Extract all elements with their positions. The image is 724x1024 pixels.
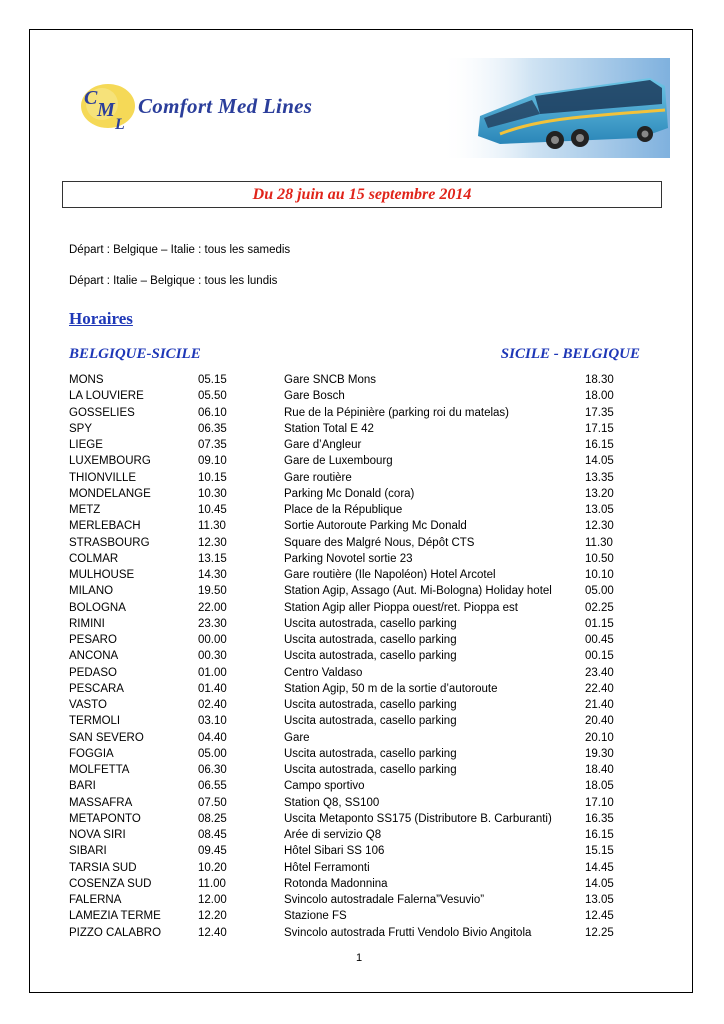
stop-cell: Gare — [284, 731, 310, 744]
city-cell: TARSIA SUD — [69, 861, 137, 874]
departure-time-cell: 06.10 — [198, 406, 227, 419]
city-cell: COLMAR — [69, 552, 119, 565]
stop-cell: Station Total E 42 — [284, 422, 374, 435]
return-time-cell: 00.15 — [585, 650, 614, 663]
city-cell: PESARO — [69, 634, 117, 646]
return-time-cell: 14.05 — [585, 877, 614, 890]
city-cell: PIZZO CALABRO — [69, 926, 162, 939]
table-row — [69, 811, 629, 827]
return-time-cell: 16.15 — [585, 829, 614, 841]
stop-cell: Rotonda Madonnina — [284, 877, 388, 890]
city-cell: LUXEMBOURG — [69, 455, 151, 468]
table-row — [69, 876, 629, 892]
return-time-cell: 11.30 — [585, 536, 613, 549]
table-row — [69, 860, 629, 876]
return-time-cell: 14.05 — [585, 455, 614, 468]
bus-image — [440, 58, 670, 158]
return-time-cell: 12.25 — [585, 926, 614, 939]
return-time-cell: 13.20 — [585, 487, 614, 500]
return-time-cell: 13.05 — [585, 504, 614, 516]
stop-cell: Station Agip, Assago (Aut. Mi-Bologna) Holiday hotel — [284, 585, 552, 598]
departure-time-cell: 09.10 — [198, 455, 227, 468]
stop-cell: Stazione FS — [284, 910, 347, 923]
table-row — [69, 388, 629, 404]
table-row — [69, 713, 629, 729]
city-cell: LA LOUVIERE — [69, 390, 144, 403]
stop-cell: Place de la République — [284, 504, 403, 516]
stop-cell: Campo sportivo — [284, 780, 365, 793]
return-time-cell: 18.40 — [585, 764, 614, 776]
table-row — [69, 827, 629, 843]
departure-time-cell: 05.00 — [198, 747, 227, 760]
departure-time-cell: 10.15 — [198, 471, 227, 484]
stop-cell: Station Agip, 50 m de la sortie d’autoroute — [284, 682, 498, 695]
return-time-cell: 23.40 — [585, 666, 614, 679]
departure-time-cell: 01.40 — [198, 682, 227, 695]
table-row — [69, 908, 629, 924]
return-time-cell: 18.05 — [585, 780, 614, 793]
return-time-cell: 13.35 — [585, 471, 614, 484]
stop-cell: Hôtel Sibari SS 106 — [284, 845, 385, 858]
departure-time-cell: 12.40 — [198, 926, 227, 939]
table-row — [69, 648, 629, 664]
return-time-cell: 01.15 — [585, 617, 614, 630]
departure-info-1: Départ : Belgique – Italie : tous les samedis — [69, 244, 291, 256]
city-cell: METZ — [69, 504, 101, 516]
departure-time-cell: 12.30 — [198, 536, 227, 549]
stop-cell: Parking Mc Donald (cora) — [284, 487, 415, 500]
city-cell: TERMOLI — [69, 715, 121, 728]
city-cell: GOSSELIES — [69, 406, 135, 419]
table-row — [69, 567, 629, 583]
stop-cell: Gare SNCB Mons — [284, 374, 377, 386]
departure-time-cell: 05.50 — [198, 390, 227, 403]
city-cell: MILANO — [69, 585, 114, 598]
return-time-cell: 22.40 — [585, 682, 614, 695]
city-cell: MONS — [69, 374, 104, 386]
table-row — [69, 762, 629, 778]
stop-cell: Uscita autostrada, casello parking — [284, 634, 457, 646]
city-cell: METAPONTO — [69, 812, 141, 825]
city-cell: PESCARA — [69, 682, 124, 695]
svg-text:C: C — [84, 87, 98, 109]
stop-cell: Arée di servizio Q8 — [284, 829, 382, 841]
table-row — [69, 421, 629, 437]
schedule-table — [69, 372, 629, 941]
return-time-cell: 16.35 — [585, 812, 614, 825]
table-row — [69, 892, 629, 908]
stop-cell: Station Q8, SS100 — [284, 796, 380, 809]
stop-cell: Uscita Metaponto SS175 (Distributore B. Carburanti) — [284, 812, 552, 825]
return-time-cell: 12.45 — [585, 910, 614, 923]
stop-cell: Gare Bosch — [284, 390, 345, 403]
departure-time-cell: 22.00 — [198, 601, 227, 614]
city-cell: STRASBOURG — [69, 536, 150, 549]
table-row — [69, 746, 629, 762]
city-cell: LIEGE — [69, 439, 103, 451]
departure-time-cell: 05.15 — [198, 374, 227, 386]
stop-cell: Gare de Luxembourg — [284, 455, 393, 468]
return-time-cell: 14.45 — [585, 861, 614, 874]
return-time-cell: 15.15 — [585, 845, 614, 858]
table-row — [69, 437, 629, 453]
departure-time-cell: 09.45 — [198, 845, 227, 858]
return-time-cell: 20.40 — [585, 715, 614, 728]
table-row — [69, 795, 629, 811]
departure-time-cell: 02.40 — [198, 699, 227, 711]
departure-time-cell: 14.30 — [198, 569, 227, 581]
table-row — [69, 518, 629, 534]
departure-time-cell: 23.30 — [198, 617, 227, 630]
stop-cell: Centro Valdaso — [284, 666, 363, 679]
city-cell: MERLEBACH — [69, 520, 141, 533]
city-cell: FOGGIA — [69, 747, 114, 760]
city-cell: BOLOGNA — [69, 601, 126, 614]
stop-cell: Uscita autostrada, casello parking — [284, 617, 457, 630]
departure-time-cell: 03.10 — [198, 715, 227, 728]
table-row — [69, 925, 629, 941]
return-time-cell: 05.00 — [585, 585, 614, 598]
return-time-cell: 10.50 — [585, 552, 614, 565]
brand-name: Comfort Med Lines — [138, 94, 313, 118]
table-row — [69, 535, 629, 551]
table-row — [69, 405, 629, 421]
date-range-title: Du 28 juin au 15 septembre 2014 — [252, 186, 472, 203]
return-time-cell: 02.25 — [585, 601, 614, 614]
stop-cell: Svincolo autostrada Frutti Vendolo Bivio Angitola — [284, 926, 532, 939]
table-row — [69, 372, 629, 388]
city-cell: THIONVILLE — [69, 471, 137, 484]
city-cell: PEDASO — [69, 666, 117, 679]
table-row — [69, 583, 629, 599]
stop-cell: Parking Novotel sortie 23 — [284, 552, 413, 565]
return-time-cell: 12.30 — [585, 520, 614, 533]
city-cell: BARI — [69, 780, 96, 793]
stop-cell: Gare routière (Ile Napoléon) Hotel Arcotel — [284, 569, 496, 581]
city-cell: MASSAFRA — [69, 796, 133, 809]
return-time-cell: 18.00 — [585, 390, 614, 403]
departure-time-cell: 06.30 — [198, 764, 227, 776]
stop-cell: Uscita autostrada, casello parking — [284, 747, 457, 760]
return-time-cell: 16.15 — [585, 439, 614, 451]
city-cell: ANCONA — [69, 650, 119, 663]
table-row — [69, 665, 629, 681]
stop-cell: Uscita autostrada, casello parking — [284, 715, 457, 728]
table-row — [69, 697, 629, 713]
table-row — [69, 843, 629, 859]
stop-cell: Svincolo autostradale Falerna”Vesuvio” — [284, 894, 485, 906]
direction-left: BELGIQUE-SICILE — [69, 346, 201, 362]
city-cell: FALERNA — [69, 894, 122, 906]
return-time-cell: 17.15 — [585, 422, 614, 435]
table-row — [69, 778, 629, 794]
departure-time-cell: 07.50 — [198, 796, 227, 809]
svg-text:L: L — [115, 116, 125, 132]
city-cell: NOVA SIRI — [69, 829, 126, 841]
return-time-cell: 10.10 — [585, 569, 614, 581]
stop-cell: Uscita autostrada, casello parking — [284, 699, 457, 711]
stop-cell: Rue de la Pépinière (parking roi du matelas) — [284, 406, 510, 419]
departure-time-cell: 00.00 — [198, 634, 227, 646]
return-time-cell: 19.30 — [585, 747, 614, 760]
stop-cell: Station Agip aller Pioppa ouest/ret. Pioppa est — [284, 601, 518, 614]
return-time-cell: 18.30 — [585, 374, 614, 386]
city-cell: MONDELANGE — [69, 487, 151, 500]
departure-time-cell: 12.20 — [198, 910, 227, 923]
page-number: 1 — [356, 952, 363, 964]
city-cell: LAMEZIA TERME — [69, 910, 161, 923]
city-cell: SPY — [69, 422, 93, 435]
stop-cell: Gare d’Angleur — [284, 439, 362, 451]
table-row — [69, 681, 629, 697]
direction-right: SICILE - BELGIQUE — [500, 346, 640, 362]
stop-cell: Uscita autostrada, casello parking — [284, 650, 457, 663]
return-time-cell: 17.10 — [585, 796, 614, 809]
departure-time-cell: 10.30 — [198, 487, 227, 500]
departure-time-cell: 10.45 — [198, 504, 227, 516]
stop-cell: Hôtel Ferramonti — [284, 861, 370, 874]
city-cell: SAN SEVERO — [69, 731, 144, 744]
table-row — [69, 551, 629, 567]
departure-time-cell: 04.40 — [198, 731, 227, 744]
departure-time-cell: 11.30 — [198, 520, 226, 533]
departure-time-cell: 00.30 — [198, 650, 227, 663]
cml-logo — [80, 80, 140, 132]
table-row — [69, 616, 629, 632]
departure-time-cell: 12.00 — [198, 894, 227, 906]
city-cell: RIMINI — [69, 617, 105, 630]
table-row — [69, 730, 629, 746]
table-row — [69, 600, 629, 616]
stop-cell: Gare routière — [284, 471, 352, 484]
departure-time-cell: 19.50 — [198, 585, 227, 598]
departure-info-2: Départ : Italie – Belgique : tous les lundis — [69, 275, 278, 287]
city-cell: COSENZA SUD — [69, 877, 152, 890]
table-row — [69, 453, 629, 469]
departure-time-cell: 07.35 — [198, 439, 227, 451]
return-time-cell: 00.45 — [585, 634, 614, 646]
return-time-cell: 17.35 — [585, 406, 614, 419]
city-cell: SIBARI — [69, 845, 107, 858]
departure-time-cell: 06.55 — [198, 780, 227, 793]
table-row — [69, 486, 629, 502]
return-time-cell: 21.40 — [585, 699, 614, 711]
section-title: Horaires — [69, 309, 133, 328]
departure-time-cell: 01.00 — [198, 666, 227, 679]
return-time-cell: 20.10 — [585, 731, 614, 744]
city-cell: VASTO — [69, 699, 107, 711]
svg-text:M: M — [97, 99, 115, 121]
city-cell: MOLFETTA — [69, 764, 130, 776]
departure-time-cell: 08.25 — [198, 812, 227, 825]
departure-time-cell: 13.15 — [198, 552, 227, 565]
stop-cell: Uscita autostrada, casello parking — [284, 764, 457, 776]
table-row — [69, 632, 629, 648]
stop-cell: Square des Malgré Nous, Dépôt CTS — [284, 536, 475, 549]
departure-time-cell: 08.45 — [198, 829, 227, 841]
city-cell: MULHOUSE — [69, 569, 135, 581]
return-time-cell: 13.05 — [585, 894, 614, 906]
title-box — [62, 181, 662, 208]
departure-time-cell: 06.35 — [198, 422, 227, 435]
departure-time-cell: 11.00 — [198, 877, 226, 890]
table-row — [69, 502, 629, 518]
departure-time-cell: 10.20 — [198, 861, 227, 874]
stop-cell: Sortie Autoroute Parking Mc Donald — [284, 520, 467, 533]
table-row — [69, 470, 629, 486]
